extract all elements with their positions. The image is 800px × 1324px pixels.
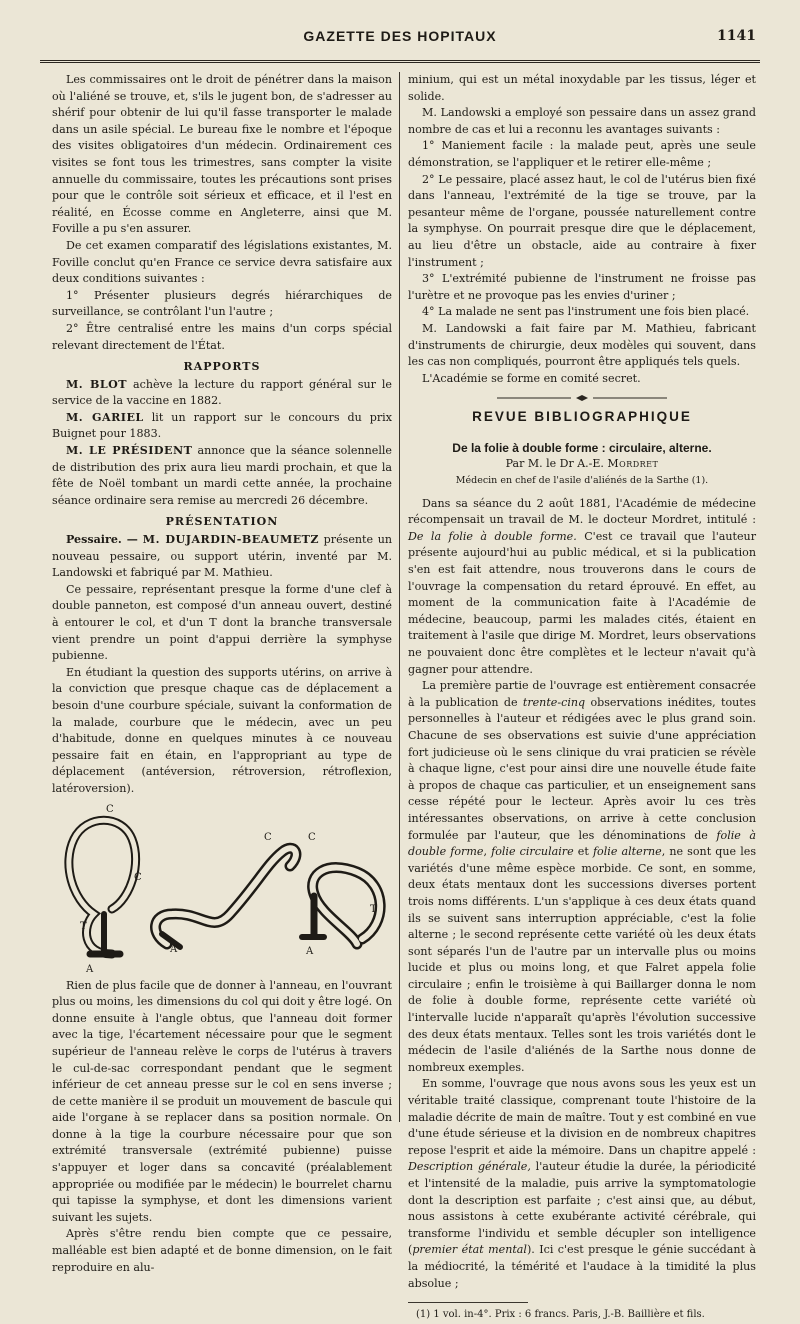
paragraph-text: achève la lecture du rapport général sur le service de la vaccine en 1882.: [52, 377, 392, 408]
paragraph-text: observations inédites, toutes personnelles à l'auteur et rédigées avec le plus grand soin. Chacune de ses observations est suivie d'une appréciation fort judicieuse où le sens clinique du vrai praticien se révèle à chaque ligne, c'est pour ainsi dire une nouvelle étude faite à propos de chaque cas particulier, et un enseignement sans cesse répété pour le lecteur. Après avoir lu ces très intéressantes observations, on arrive à cette conclusion formulée par l'auteur, que les dénominations de: [408, 695, 756, 842]
speaker-name: M. DUJARDIN-BEAUMETZ: [142, 533, 320, 547]
paragraph: Après s'être rendu bien compte que ce pessaire, malléable est bien adapté et de bonne dimension, on le fait reproduire en alu-: [52, 1227, 392, 1274]
speaker-name: M. GARIEL: [66, 410, 144, 424]
paragraph: 4° La malade ne sent pas l'instrument une fois bien placé.: [422, 305, 750, 319]
paragraph-text: La première partie de l'ouvrage est entièrement consacrée à la publication de: [408, 679, 756, 709]
paragraph: minium, qui est un métal inoxydable par les tissus, léger et solide.: [408, 73, 756, 103]
header-rule: [40, 60, 760, 63]
right-column: [408, 72, 756, 1324]
speaker-name: M. LE PRÉSIDENT: [66, 444, 193, 458]
section-heading-rapports: RAPPORTS: [183, 360, 261, 374]
paragraph: [52, 377, 392, 410]
figure-label: A: [306, 945, 314, 957]
emphasis: Description générale,: [408, 1160, 531, 1174]
paragraph: 1° Présenter plusieurs degrés hiérarchiques de surveillance, se contrôlant l'un l'autre ;: [52, 288, 392, 319]
paragraph: [52, 410, 392, 443]
author-prefix: Par M. le Dr A.-E.: [505, 457, 608, 471]
paragraph-text: lit un rapport sur le concours du prix Buignet pour 1883.: [52, 410, 392, 441]
speaker-name: M. BLOT: [66, 377, 128, 391]
figure-label: T: [370, 903, 377, 915]
emphasis: folie circulaire: [491, 845, 574, 859]
article-author: [408, 456, 756, 473]
figure-label: A: [170, 943, 178, 955]
paragraph: Rien de plus facile que de donner à l'anneau, en l'ouvrant plus ou moins, les dimensions du col qui doit y être logé. On donne ensuite à l'angle obtus, que l'anneau doit former avec la tige, l'écartement nécessaire pour que le segment supérieur de l'anneau relève le corps de l'utérus à travers le cul-de-sac correspondant pendant que le segment inférieur de cet anneau presse sur le col en sens inverse ; de cette manière il se produit un mouvement de bascule qui aide l'organe à se replacer dans sa position normale. On donne à la tige la courbure nécessaire pour que son extrémité transversale (extrémité pubienne) puisse s'appuyer et loger dans sa concavité (préalablement appropriée ou modifiée par le médecin) le bourrelet charnu qui tapisse la symphyse, et dont les dimensions varient suivant les sujets.: [52, 978, 392, 1224]
emphasis: folie alterne: [592, 845, 662, 859]
figure-label: C: [106, 803, 114, 815]
paragraph: [52, 443, 392, 509]
paragraph-text: ,: [483, 845, 492, 859]
paragraph-text: ). Ici c'est presque le génie succédant à la médiocrité, la témérité et l'audace à la timidité la plus absolue ;: [408, 1243, 757, 1290]
pessary-illustration: [52, 804, 392, 974]
paragraph-text: En somme, l'ouvrage que nous avons sous les yeux est un véritable traité classique, comprenant toute l'histoire de la maladie décrite de main de maître. Tout y est combiné en vue d'une étude sérieuse et la division en de nombreux chapitres repose l'esprit et aide la mémoire. Dans un chapitre appelé :: [408, 1077, 757, 1157]
paragraph-text: Dans sa séance du 2 août 1881, l'Académie de médecine récompensait un travail de M. le docteur Mordret, intitulé :: [408, 496, 756, 527]
paragraph: L'Académie se forme en comité secret.: [422, 371, 641, 385]
paragraph: En étudiant la question des supports utérins, on arrive à la conviction que presque chaque cas de déplacement a besoin d'une courbure spéciale, suivant la conformation de la malade, courbure que le médecin, avec un peu d'habitude, donne en quelques minutes à ce nouveau pessaire fait en étain, en l'appropriant au type de déplacement (antéversion, rétroversion, rétroflexion, latéroversion).: [52, 665, 392, 795]
paragraph: [408, 1076, 756, 1292]
book-title: De la folie à double forme.: [408, 529, 577, 543]
author-name: Mordret: [607, 457, 659, 471]
page-number: 1141: [717, 28, 756, 44]
pessary-drawing: [52, 804, 392, 974]
paragraph: Les commissaires ont le droit de pénétrer dans la maison où l'aliéné se trouve, et, s'ils le jugent bon, de s'adresser au shérif pour obtenir de lui qu'il fasse transporter le malade dans un asile spécial. Le bureau fixe le nombre et l'époque des visites obligatoires d'un médecin. Ordinairement ces visites se font tous les trimestres, sans compter la visite annuelle du commissaire, toutes les précautions sont prises pour que le contrôle soit sérieux et efficace, et il l'est en réalité, en Écosse comme en Angleterre, ainsi que M. Foville a pu s'en assurer.: [52, 73, 392, 236]
emphasis: folie à double forme: [408, 828, 756, 859]
ornament: [497, 394, 667, 402]
paragraph: 2° Le pessaire, placé assez haut, le col de l'utérus bien fixé dans l'anneau, l'extrémité de la tige se trouve, par la pesanteur même de l'organe, poussée naturellement contre la symphyse. On pourrait presque dire que le déplacement, au lieu d'être un obstacle, aide au contraire à fixer l'instrument ;: [408, 172, 756, 269]
paragraph: 3° L'extrémité pubienne de l'instrument ne froisse pas l'urètre et ne provoque pas les envies d'uriner ;: [408, 272, 756, 302]
journal-title: GAZETTE DES HOPITAUX: [303, 28, 497, 44]
figure-label: C: [134, 871, 142, 883]
paragraph: 1° Maniement facile : la malade peut, après une seule démonstration, se l'appliquer et le retirer elle-même ;: [408, 139, 756, 169]
section-heading-presentation: PRÉSENTATION: [165, 515, 279, 529]
author-affiliation: Médecin en chef de l'asile d'aliénés de la Sarthe (1).: [455, 475, 709, 487]
figure-label: A: [86, 963, 94, 974]
paragraph-text: C'est ce travail que l'auteur présente aujourd'hui au public médical, et si la publication s'en est fait attendre, nous trouverons dans le cours de l'ouvrage la compensation du retard éprouvé. En effet, au moment de la communication faite à l'Académie de médecine, beaucoup, parmi les malades cités, étaient en traitement à l'asile que dirige M. Mordret, leurs observations ne pouvaient donc être complètes et le lecteur n'avait qu'à gagner pour attendre.: [408, 529, 756, 676]
paragraph: M. Landowski a employé son pessaire dans un assez grand nombre de cas et lui a reconnu les avantages suivants :: [408, 106, 756, 136]
paragraph-text: et: [573, 845, 593, 859]
ornamental-rule: [497, 391, 667, 399]
paragraph-text: présente un nouveau pessaire, ou support utérin, inventé par M. Landowski et fabriqué par M. Mathieu.: [52, 533, 392, 580]
paragraph: [408, 496, 756, 679]
paragraph: [408, 678, 756, 1076]
section-title-revue: REVUE BIBLIOGRAPHIQUE: [472, 409, 692, 425]
figure-label: C: [264, 831, 272, 843]
paragraph-text: annonce que la séance solennelle de distribution des prix aura lieu mardi prochain, et que la fête de Noël tombant un mardi cette année, la prochaine séance ordinaire sera remise au mercredi 26 décembre.: [52, 444, 392, 507]
emphasis: premier état mental: [412, 1243, 527, 1257]
column-divider: [399, 72, 400, 1122]
figure-label: T: [80, 920, 87, 932]
page-header: [36, 28, 764, 50]
paragraph-text: , ne sont que les variétés d'une même espèce morbide. Ce sont, en somme, deux états mentaux dont les successions diverses portent trois noms différents. L'un s'applique à ces deux états quand ils se suivent sans interruption appréciable, c'est la folie alterne ; le second représente cette variété où les deux états sont séparés l'un de l'autre par un intervalle plus ou moins lucide et plus ou moins long, et que Falret appela folie circulaire ; enfin le troisième à qui Baillarger donna le nom de folie à double forme, représente cette variété où l'intervalle lucide n'apparaît qu'après l'évolution successive des deux états mentaux. Telles sont les trois variétés dont le médecin de l'asile d'aliénés de la Sarthe nous donne de nombreux exemples.: [408, 845, 757, 1074]
paragraph: De cet examen comparatif des législations existantes, M. Foville conclut qu'en France ce service devra satisfaire aux deux conditions suivantes :: [52, 238, 392, 286]
footnote: (1) 1 vol. in-4°. Prix : 6 francs. Paris, J.-B. Baillière et fils.: [416, 1309, 705, 1321]
emphasis: trente-cinq: [522, 695, 586, 709]
paragraph: [52, 532, 392, 582]
paragraph: M. Landowski a fait faire par M. Mathieu, fabricant d'instruments de chirurgie, deux modèles qui souvent, dans les cas non compliqués, pourront être appliqués tels quels.: [408, 321, 756, 369]
paragraph-text: l'auteur étudie la durée, la périodicité et l'intensité de la maladie, puis arrive la symptomatologie dont la description est parfaite ; c'est ainsi que, au début, nous assistons à cette exubérante activité cérébrale, qui transforme l'individu et semble décupler son intelligence (: [408, 1160, 756, 1257]
footnote-rule: [408, 1302, 528, 1303]
article-title: De la folie à double forme : circulaire, alterne.: [452, 440, 712, 455]
left-column: [52, 72, 392, 1276]
paragraph: Ce pessaire, représentant presque la forme d'une clef à double panneton, est composé d'un anneau ouvert, destiné à entourer le col, et d'un T dont la branche transversale vient prendre un point d'appui derrière la symphyse pubienne.: [52, 582, 392, 663]
figure-label: C: [308, 831, 316, 843]
run-in-heading: Pessaire. —: [66, 533, 143, 547]
paragraph: 2° Être centralisé entre les mains d'un corps spécial relevant directement de l'État.: [52, 321, 392, 352]
